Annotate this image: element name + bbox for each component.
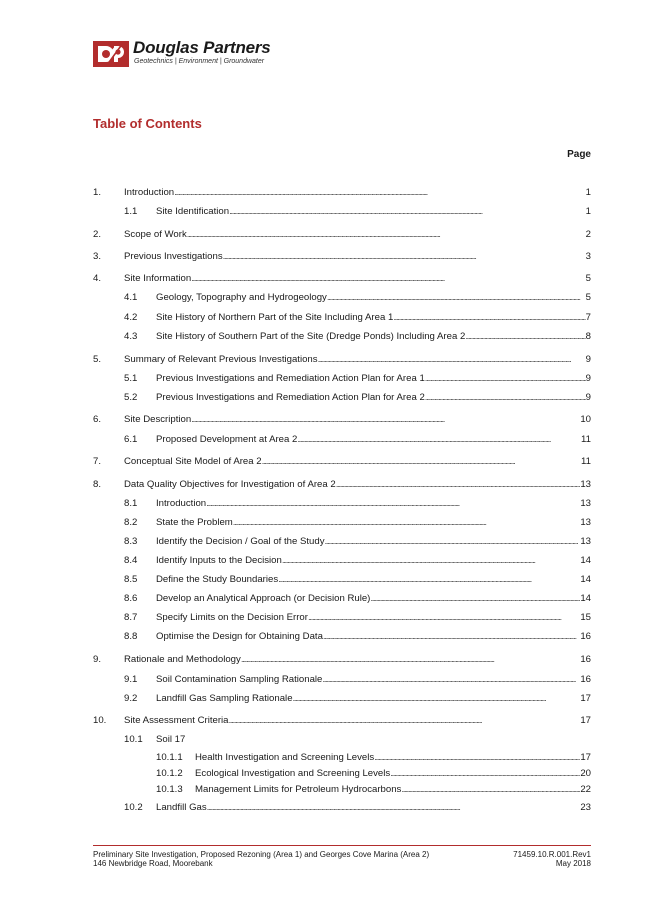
toc-entry[interactable] (0, 654, 653, 666)
toc-entry-number: 8. (93, 479, 102, 490)
toc-entry-number: 6. (93, 414, 102, 425)
toc-entry[interactable] (0, 674, 653, 686)
toc-dot-leader (174, 187, 586, 199)
toc-entry-title: Previous Investigations and Remediation Action Plan for Area 2 (156, 392, 425, 403)
toc-dot-leader (187, 229, 586, 241)
toc-entry[interactable] (0, 802, 653, 814)
footer-left-line1: Preliminary Site Investigation, Proposed Rezoning (Area 1) and Georges Cove Marina (Area 2) (93, 850, 430, 859)
toc-entry[interactable] (0, 555, 653, 567)
toc-dot-leader (297, 434, 581, 446)
toc-entry-title: Landfill Gas (156, 802, 207, 813)
footer-report-number: 71459.10.R.001.Rev1 (513, 850, 591, 859)
toc-dot-leader (207, 802, 581, 814)
toc-entry-title: Summary of Relevant Previous Investigations (124, 354, 318, 365)
toc-entry-title: Develop an Analytical Approach (or Decision Rule) (156, 593, 371, 604)
toc-entry[interactable] (0, 768, 653, 780)
toc-entry-number: 10.1 (124, 734, 143, 745)
toc-entry-title: Rationale and Methodology (124, 654, 241, 665)
toc-entry-title: Landfill Gas Sampling Rationale (156, 693, 293, 704)
toc-entry[interactable] (0, 574, 653, 586)
toc-dot-leader (325, 536, 581, 548)
toc-entry-title: Data Quality Objectives for Investigation of Area 2 (124, 479, 336, 490)
toc-entry[interactable] (0, 715, 653, 727)
toc-entry[interactable] (0, 784, 653, 796)
toc-entry[interactable] (0, 752, 653, 764)
toc-entry-page: 16 (580, 631, 591, 642)
toc-entry-number: 9.1 (124, 674, 138, 685)
toc-entry-title: Scope of Work (124, 229, 187, 240)
toc-entry[interactable] (0, 292, 653, 304)
toc-entry-page: 8 (585, 331, 591, 342)
toc-entry-title: Identify the Decision / Goal of the Study (156, 536, 325, 547)
toc-entry-page: 14 (580, 555, 591, 566)
toc-entry-number: 4.1 (124, 292, 138, 303)
toc-entry-title: Specify Limits on the Decision Error (156, 612, 308, 623)
toc-entry[interactable] (0, 631, 653, 643)
toc-entry[interactable] (0, 251, 653, 263)
toc-dot-leader (393, 312, 585, 324)
toc-dot-leader (308, 612, 580, 624)
toc-entry-title: Health Investigation and Screening Levels (195, 752, 375, 763)
toc-dot-leader (282, 555, 580, 567)
toc-entry-number: 3. (93, 251, 102, 262)
footer-rule (93, 845, 591, 846)
toc-entry-number: 5.1 (124, 373, 138, 384)
toc-entry-page: 17 (580, 715, 591, 726)
toc-entry-number: 10.1.2 (156, 768, 183, 779)
toc-dot-leader (206, 498, 580, 510)
toc-entry[interactable] (0, 612, 653, 624)
toc-entry-page: 9 (585, 373, 591, 384)
toc-dot-leader (241, 654, 581, 666)
toc-entry-page: 16 (580, 674, 591, 685)
toc-entry-number: 7. (93, 456, 102, 467)
toc-entry-page: 16 (580, 654, 591, 665)
toc-dot-leader (390, 768, 580, 780)
toc-dot-leader (191, 414, 580, 426)
toc-entry-page: 14 (580, 593, 591, 604)
toc-entry[interactable] (0, 273, 653, 285)
toc-entry-page: 11 (581, 434, 591, 445)
toc-entry[interactable] (0, 414, 653, 426)
toc-entry-title: Site History of Northern Part of the Site Including Area 1 (156, 312, 394, 323)
toc-entry-number: 8.7 (124, 612, 138, 623)
toc-dot-leader (233, 517, 581, 529)
toc-entry[interactable] (0, 498, 653, 510)
toc-dot-leader (465, 331, 585, 343)
toc-entry[interactable] (0, 373, 653, 385)
toc-entry-title: Introduction (156, 498, 207, 509)
toc-entry[interactable] (0, 187, 653, 199)
toc-entry-title: Ecological Investigation and Screening Levels (195, 768, 391, 779)
toc-entry-page: 14 (580, 574, 591, 585)
toc-entry-page: 13 (580, 498, 591, 509)
toc-dot-leader (323, 631, 580, 643)
toc-dot-leader (293, 693, 581, 705)
toc-entry-number: 5. (93, 354, 102, 365)
toc-entry-number: 8.1 (124, 498, 138, 509)
toc-entry-title: Previous Investigations (124, 251, 223, 262)
toc-entry[interactable] (0, 392, 653, 404)
toc-entry[interactable] (0, 312, 653, 324)
toc-entry-page: 5 (585, 292, 591, 303)
toc-entry-page: 17 (580, 693, 591, 704)
toc-dot-leader (425, 392, 586, 404)
toc-entry[interactable] (0, 479, 653, 491)
toc-dot-leader (425, 373, 586, 385)
toc-entry-page: 1 (585, 187, 591, 198)
toc-dot-leader (229, 715, 581, 727)
toc-dot-leader (278, 574, 580, 586)
toc-entry-number: 6.1 (124, 434, 138, 445)
douglas-partners-logo-icon (93, 41, 129, 67)
toc-entry-title: Conceptual Site Model of Area 2 (124, 456, 262, 467)
logo-tagline: Geotechnics | Environment | Groundwater (134, 58, 265, 65)
toc-entry-page: 3 (585, 251, 591, 262)
toc-dot-leader (401, 784, 580, 796)
toc-entry-page: 15 (580, 612, 591, 623)
toc-entry-title: Proposed Development at Area 2 (156, 434, 298, 445)
toc-entry-number: 2. (93, 229, 102, 240)
toc-entry-page: 11 (581, 456, 591, 467)
toc-entry-title: Optimise the Design for Obtaining Data (156, 631, 323, 642)
toc-entry[interactable] (0, 456, 653, 468)
toc-entry-title: Soil Contamination Sampling Rationale (156, 674, 323, 685)
toc-dot-leader (322, 674, 580, 686)
toc-entry-title: State the Problem (156, 517, 233, 528)
toc-entry-page: 13 (580, 517, 591, 528)
toc-entry-number: 8.4 (124, 555, 138, 566)
toc-entry-number: 9.2 (124, 693, 138, 704)
toc-dot-leader (318, 354, 586, 366)
toc-entry-page: 23 (580, 802, 591, 813)
toc-entry-number: 8.5 (124, 574, 138, 585)
toc-entry-title: Site History of Southern Part of the Site (Dredge Ponds) Including Area 2 (156, 331, 466, 342)
toc-entry-number: 4. (93, 273, 102, 284)
toc-entry-page: 9 (585, 392, 591, 403)
toc-entry[interactable] (0, 206, 653, 218)
toc-dot-leader (370, 593, 580, 605)
toc-entry-number: 8.8 (124, 631, 138, 642)
toc-entry-page: 13 (580, 536, 591, 547)
toc-entry[interactable] (0, 229, 653, 241)
toc-entry-number: 8.6 (124, 593, 138, 604)
toc-entry-page: 17 (580, 752, 591, 763)
toc-entry-number: 9. (93, 654, 102, 665)
toc-dot-leader (262, 456, 581, 468)
toc-entry[interactable] (0, 734, 653, 746)
toc-entry[interactable] (0, 331, 653, 343)
toc-entry-page: 10 (580, 414, 591, 425)
toc-entry-title: Previous Investigations and Remediation Action Plan for Area 1 (156, 373, 425, 384)
toc-entry-number: 1. (93, 187, 102, 198)
toc-entry-number: 8.2 (124, 517, 138, 528)
toc-entry[interactable] (0, 434, 653, 446)
toc-entry[interactable] (0, 693, 653, 705)
toc-entry-number: 5.2 (124, 392, 138, 403)
toc-dot-leader (229, 206, 586, 218)
toc-entry-number: 10. (93, 715, 107, 726)
toc-entry-title: Identify Inputs to the Decision (156, 555, 282, 566)
toc-entry-title: Geology, Topography and Hydrogeology (156, 292, 327, 303)
toc-entry-number: 1.1 (124, 206, 138, 217)
toc-dot-leader (223, 251, 586, 263)
toc-entry-number: 10.1.1 (156, 752, 183, 763)
toc-entry-title: Management Limits for Petroleum Hydrocarbons (195, 784, 402, 795)
toc-entry-title: Site Identification (156, 206, 230, 217)
toc-entry-page: 22 (580, 784, 591, 795)
toc-entry-page: 7 (585, 312, 591, 323)
toc-entry[interactable] (0, 354, 653, 366)
toc-entry-title: Soil 17 (156, 734, 186, 745)
toc-entry-number: 10.2 (124, 802, 143, 813)
toc-entry-number: 8.3 (124, 536, 138, 547)
toc-title: Table of Contents (93, 116, 202, 131)
toc-entry-page: 5 (585, 273, 591, 284)
toc-entry-title: Site Description (124, 414, 192, 425)
toc-entry-title: Site Information (124, 273, 192, 284)
toc-entry-page: 2 (585, 229, 591, 240)
toc-entry[interactable] (0, 536, 653, 548)
toc-entry[interactable] (0, 517, 653, 529)
toc-entry-page: 20 (580, 768, 591, 779)
footer-left-line2: 146 Newbridge Road, Moorebank (93, 859, 213, 868)
toc-entry-number: 4.3 (124, 331, 138, 342)
toc-dot-leader (191, 273, 585, 285)
toc-entry-number: 4.2 (124, 312, 138, 323)
toc-entry-title: Define the Study Boundaries (156, 574, 279, 585)
toc-entry-page: 9 (585, 354, 591, 365)
toc-entry-page: 13 (580, 479, 591, 490)
toc-dot-leader (327, 292, 586, 304)
toc-entry-title: Site Assessment Criteria (124, 715, 229, 726)
toc-entry-page: 1 (585, 206, 591, 217)
logo-company-name: Douglas Partners (133, 38, 271, 57)
toc-entry-number: 10.1.3 (156, 784, 183, 795)
page-column-header: Page (567, 149, 591, 160)
toc-dot-leader (374, 752, 580, 764)
toc-entry[interactable] (0, 593, 653, 605)
footer-date: May 2018 (555, 859, 591, 868)
toc-entry-title: Introduction (124, 187, 175, 198)
toc-dot-leader (336, 479, 581, 491)
